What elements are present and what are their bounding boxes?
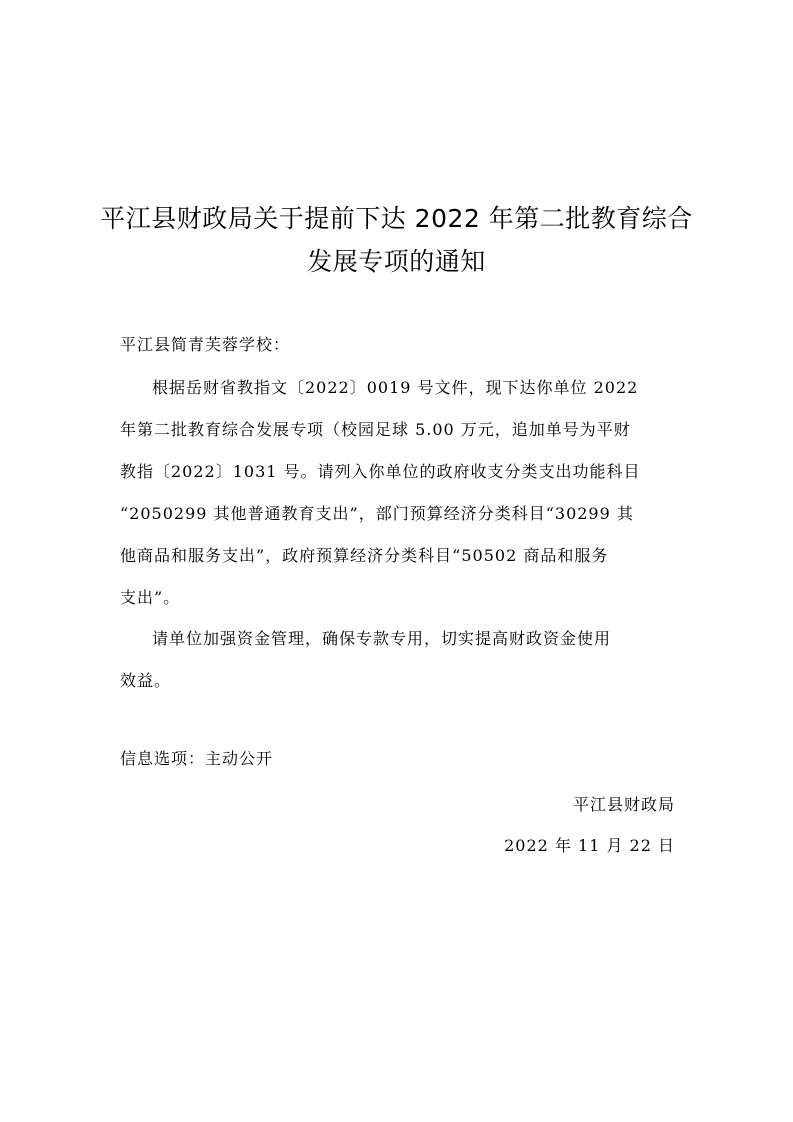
paragraph-2-line: 效益。 — [120, 671, 172, 690]
paragraph-1-line: “2050299 其他普通教育支出”，部门预算经济分类科目“30299 其 — [120, 504, 634, 523]
info-option: 信息选项：主动公开 — [120, 749, 274, 768]
paragraph-1-line: 教指〔2022〕1031 号。请列入你单位的政府收支分类支出功能科目 — [120, 462, 641, 481]
paragraph-1-line: 年第二批教育综合发展专项（校园足球 5.00 万元，追加单号为平财 — [120, 420, 631, 439]
addressee: 平江县简青芙蓉学校： — [120, 335, 291, 354]
signer: 平江县财政局 — [572, 795, 675, 814]
paragraph-1-line: 他商品和服务支出”，政府预算经济分类科目“50502 商品和服务 — [120, 546, 609, 565]
issue-date: 2022 年 11 月 22 日 — [504, 836, 675, 855]
document-title-line-1: 平江县财政局关于提前下达 2022 年第二批教育综合 — [100, 204, 693, 233]
paragraph-1-line: 支出”。 — [120, 588, 181, 607]
paragraph-2-line: 请单位加强资金管理，确保专款专用，切实提高财政资金使用 — [152, 629, 612, 648]
paragraph-1-line: 根据岳财省教指文〔2022〕0019 号文件，现下达你单位 2022 — [152, 378, 639, 397]
document-title-line-2: 发展专项的通知 — [307, 247, 486, 276]
